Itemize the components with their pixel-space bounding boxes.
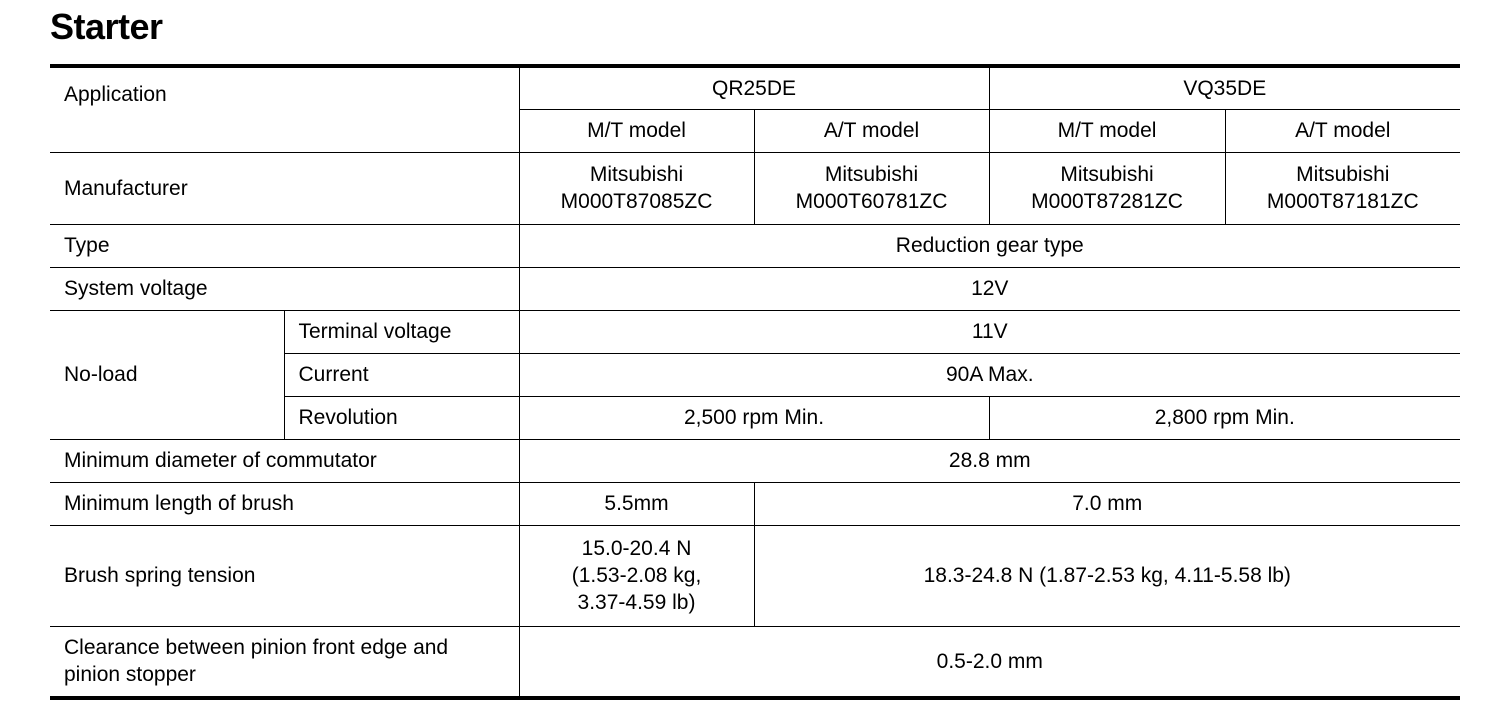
terminal-voltage-value: 11V: [519, 310, 1460, 353]
model-header-vq-mt: M/T model: [989, 109, 1225, 152]
brush-tension-line: 3.37-4.59 lb): [577, 591, 696, 614]
page-title: Starter: [50, 6, 163, 47]
system-voltage-value: 12V: [519, 267, 1460, 310]
starter-spec-table: [50, 64, 1460, 700]
model-header-qr-at: A/T model: [754, 109, 989, 152]
revolution-label: Revolution: [284, 396, 519, 439]
brush-length-label: Minimum length of brush: [50, 482, 519, 525]
model-header-vq-at: A/T model: [1225, 109, 1460, 152]
manufacturer-brand: Mitsubishi: [824, 163, 919, 186]
manufacturer-label: Manufacturer: [50, 152, 519, 224]
manufacturer-qr-mt: [519, 152, 754, 224]
brush-length-rest: 7.0 mm: [754, 482, 1460, 525]
part-number: M000T87181ZC: [1266, 190, 1419, 213]
brush-tension-label: Brush spring tension: [50, 525, 519, 626]
brush-tension-qr-mt: [519, 525, 754, 626]
table-row-system-voltage: [50, 267, 1460, 310]
clearance-label-line: Clearance between pinion front edge and: [64, 636, 449, 660]
table-row-commutator: [50, 439, 1460, 482]
commutator-label: Minimum diameter of commutator: [50, 439, 519, 482]
table-row-manufacturer: [50, 152, 1460, 224]
table-row-clearance: [50, 626, 1460, 698]
part-number: M000T87085ZC: [560, 190, 713, 213]
engine-header-qr25de: QR25DE: [519, 66, 989, 109]
current-label: Current: [284, 353, 519, 396]
brush-tension-line: 15.0-20.4 N: [581, 537, 692, 560]
part-number: M000T87281ZC: [1031, 190, 1183, 213]
manufacturer-qr-at: [754, 152, 989, 224]
model-header-qr-mt: M/T model: [519, 109, 754, 152]
table-row-type: [50, 224, 1460, 267]
system-voltage-label: System voltage: [50, 267, 519, 310]
table-row-brush-length: [50, 482, 1460, 525]
manufacturer-vq-mt: [989, 152, 1225, 224]
brush-length-qr-mt: 5.5mm: [519, 482, 754, 525]
revolution-qr-value: 2,500 rpm Min.: [519, 396, 989, 439]
clearance-label: [50, 626, 519, 698]
brush-tension-rest: 18.3-24.8 N (1.87-2.53 kg, 4.11-5.58 lb): [754, 525, 1460, 626]
no-load-label: No-load: [50, 310, 284, 439]
application-header: Application: [50, 66, 519, 152]
current-value: 90A Max.: [519, 353, 1460, 396]
type-label: Type: [50, 224, 519, 267]
table-row-terminal-voltage: [50, 310, 1460, 353]
clearance-value: 0.5-2.0 mm: [519, 626, 1460, 698]
table-row-application: [50, 66, 1460, 109]
part-number: M000T60781ZC: [795, 190, 948, 213]
table-row-brush-tension: [50, 525, 1460, 626]
brush-tension-line: (1.53-2.08 kg,: [571, 564, 702, 587]
manufacturer-brand: Mitsubishi: [1296, 163, 1390, 186]
clearance-label-line: pinion stopper: [64, 663, 196, 687]
revolution-vq-value: 2,800 rpm Min.: [989, 396, 1460, 439]
manufacturer-vq-at: [1225, 152, 1460, 224]
commutator-value: 28.8 mm: [519, 439, 1460, 482]
manufacturer-brand: Mitsubishi: [589, 163, 684, 186]
type-value: Reduction gear type: [519, 224, 1460, 267]
terminal-voltage-label: Terminal voltage: [284, 310, 519, 353]
engine-header-vq35de: VQ35DE: [989, 66, 1460, 109]
manufacturer-brand: Mitsubishi: [1060, 163, 1154, 186]
